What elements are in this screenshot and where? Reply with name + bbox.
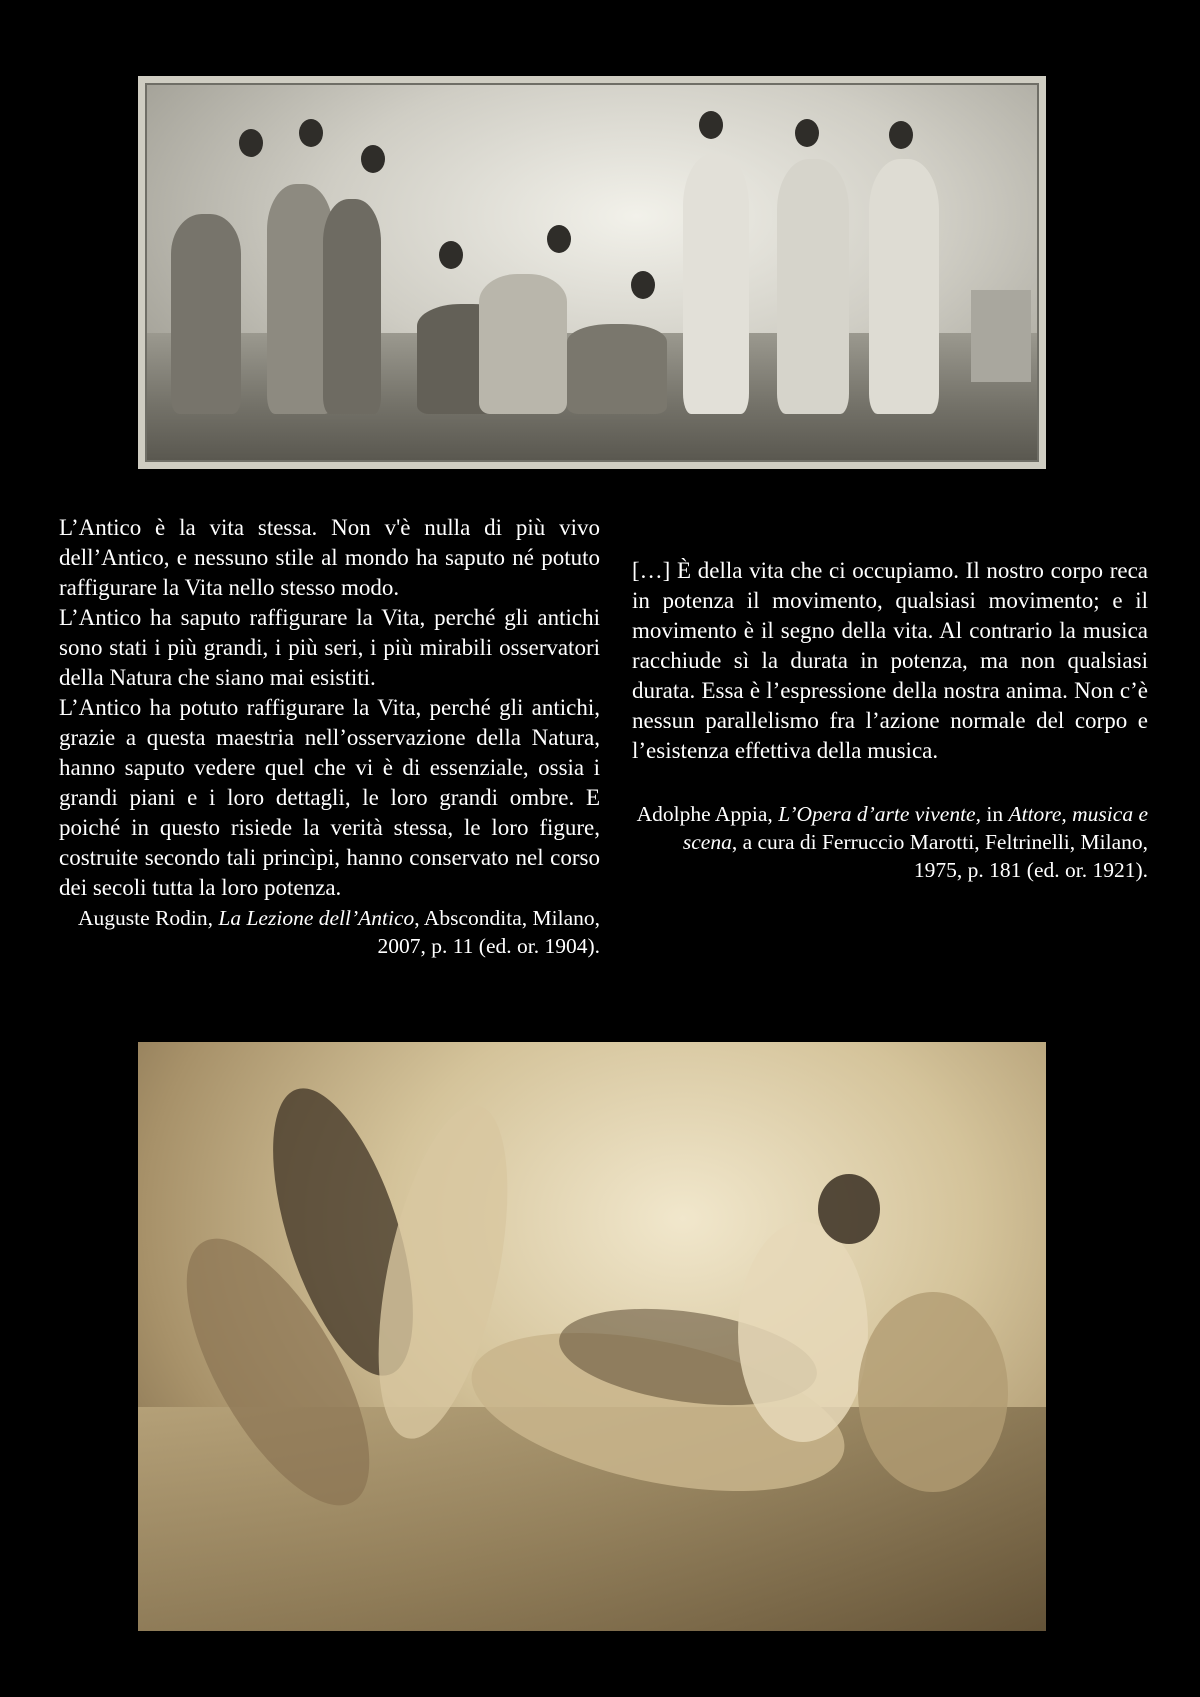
citation-author: Auguste Rodin,	[78, 906, 219, 930]
appia-citation	[632, 800, 1148, 884]
dancer-head	[699, 111, 723, 139]
dancer-head	[889, 121, 913, 149]
bottom-photograph	[138, 1042, 1046, 1631]
citation-connector: in	[980, 802, 1009, 826]
appia-quote-column	[632, 556, 1148, 884]
top-photograph	[138, 76, 1046, 469]
rodin-quote-column	[59, 513, 600, 960]
dancer-figure	[683, 154, 749, 414]
dancer-head	[631, 271, 655, 299]
citation-author: Adolphe Appia,	[636, 802, 779, 826]
dancer-figure	[738, 1222, 868, 1442]
citation-details: , Abscondita, Milano, 2007, p. 11 (ed. or. 1904).	[377, 906, 600, 958]
dancer-head	[547, 225, 571, 253]
rodin-paragraph: L’Antico ha saputo raffigurare la Vita, perché gli antichi sono stati i più grandi, i più seri, i più mirabili osservatori della Natura che siano mai esistiti.	[59, 605, 600, 690]
dancer-head	[239, 129, 263, 157]
dancer-head	[361, 145, 385, 173]
rodin-citation	[59, 904, 600, 960]
citation-details: , a cura di Ferruccio Marotti, Feltrinelli, Milano, 1975, p. 181 (ed. or. 1921).	[731, 830, 1148, 882]
dancer-head	[818, 1174, 880, 1244]
dancer-figure	[567, 324, 667, 414]
dancer-figure	[777, 159, 849, 414]
rodin-paragraph: L’Antico è la vita stessa. Non v'è nulla di più vivo dell’Antico, e nessuno stile al mondo ha saputo né potuto raffigurare la Vita nello stesso modo.	[59, 515, 600, 600]
dancer-head	[299, 119, 323, 147]
dancer-figure	[479, 274, 567, 414]
dancer-figure	[858, 1292, 1008, 1492]
rodin-paragraph: L’Antico ha potuto raffigurare la Vita, perché gli antichi, grazie a questa maestria nell’osservazione della Natura, hanno saputo vedere quel che vi è di essenziale, ossia i grandi piani e i loro dettagli, le loro grandi ombre. E poiché in questo risiede la verità stessa, le loro figure, costruite secondo tali princìpi, hanno conservato nel corso dei secoli tutta la loro potenza.	[59, 695, 600, 900]
dancer-head	[439, 241, 463, 269]
dancer-head	[795, 119, 819, 147]
citation-book: Attore, musica e scena	[682, 802, 1148, 854]
dancer-figure	[323, 199, 381, 414]
top-photograph-image	[145, 83, 1039, 462]
citation-title: La Lezione dell’Antico	[218, 906, 415, 930]
citation-title: L’Opera d’arte vivente,	[778, 802, 981, 826]
dancer-figure	[869, 159, 939, 414]
dancer-figure	[171, 214, 241, 414]
appia-paragraph: […] È della vita che ci occupiamo. Il nostro corpo reca in potenza il movimento, qualsiasi movimento; e il movimento è il segno della vita. Al contrario la musica racchiude sì la durata in potenza, ma non qualsiasi durata. Essa è l’espressione della nostra anima. Non c’è nessun parallelismo fra l’azione normale del corpo e l’esistenza effettiva della musica.	[632, 558, 1148, 763]
photo-plinth	[971, 290, 1031, 382]
